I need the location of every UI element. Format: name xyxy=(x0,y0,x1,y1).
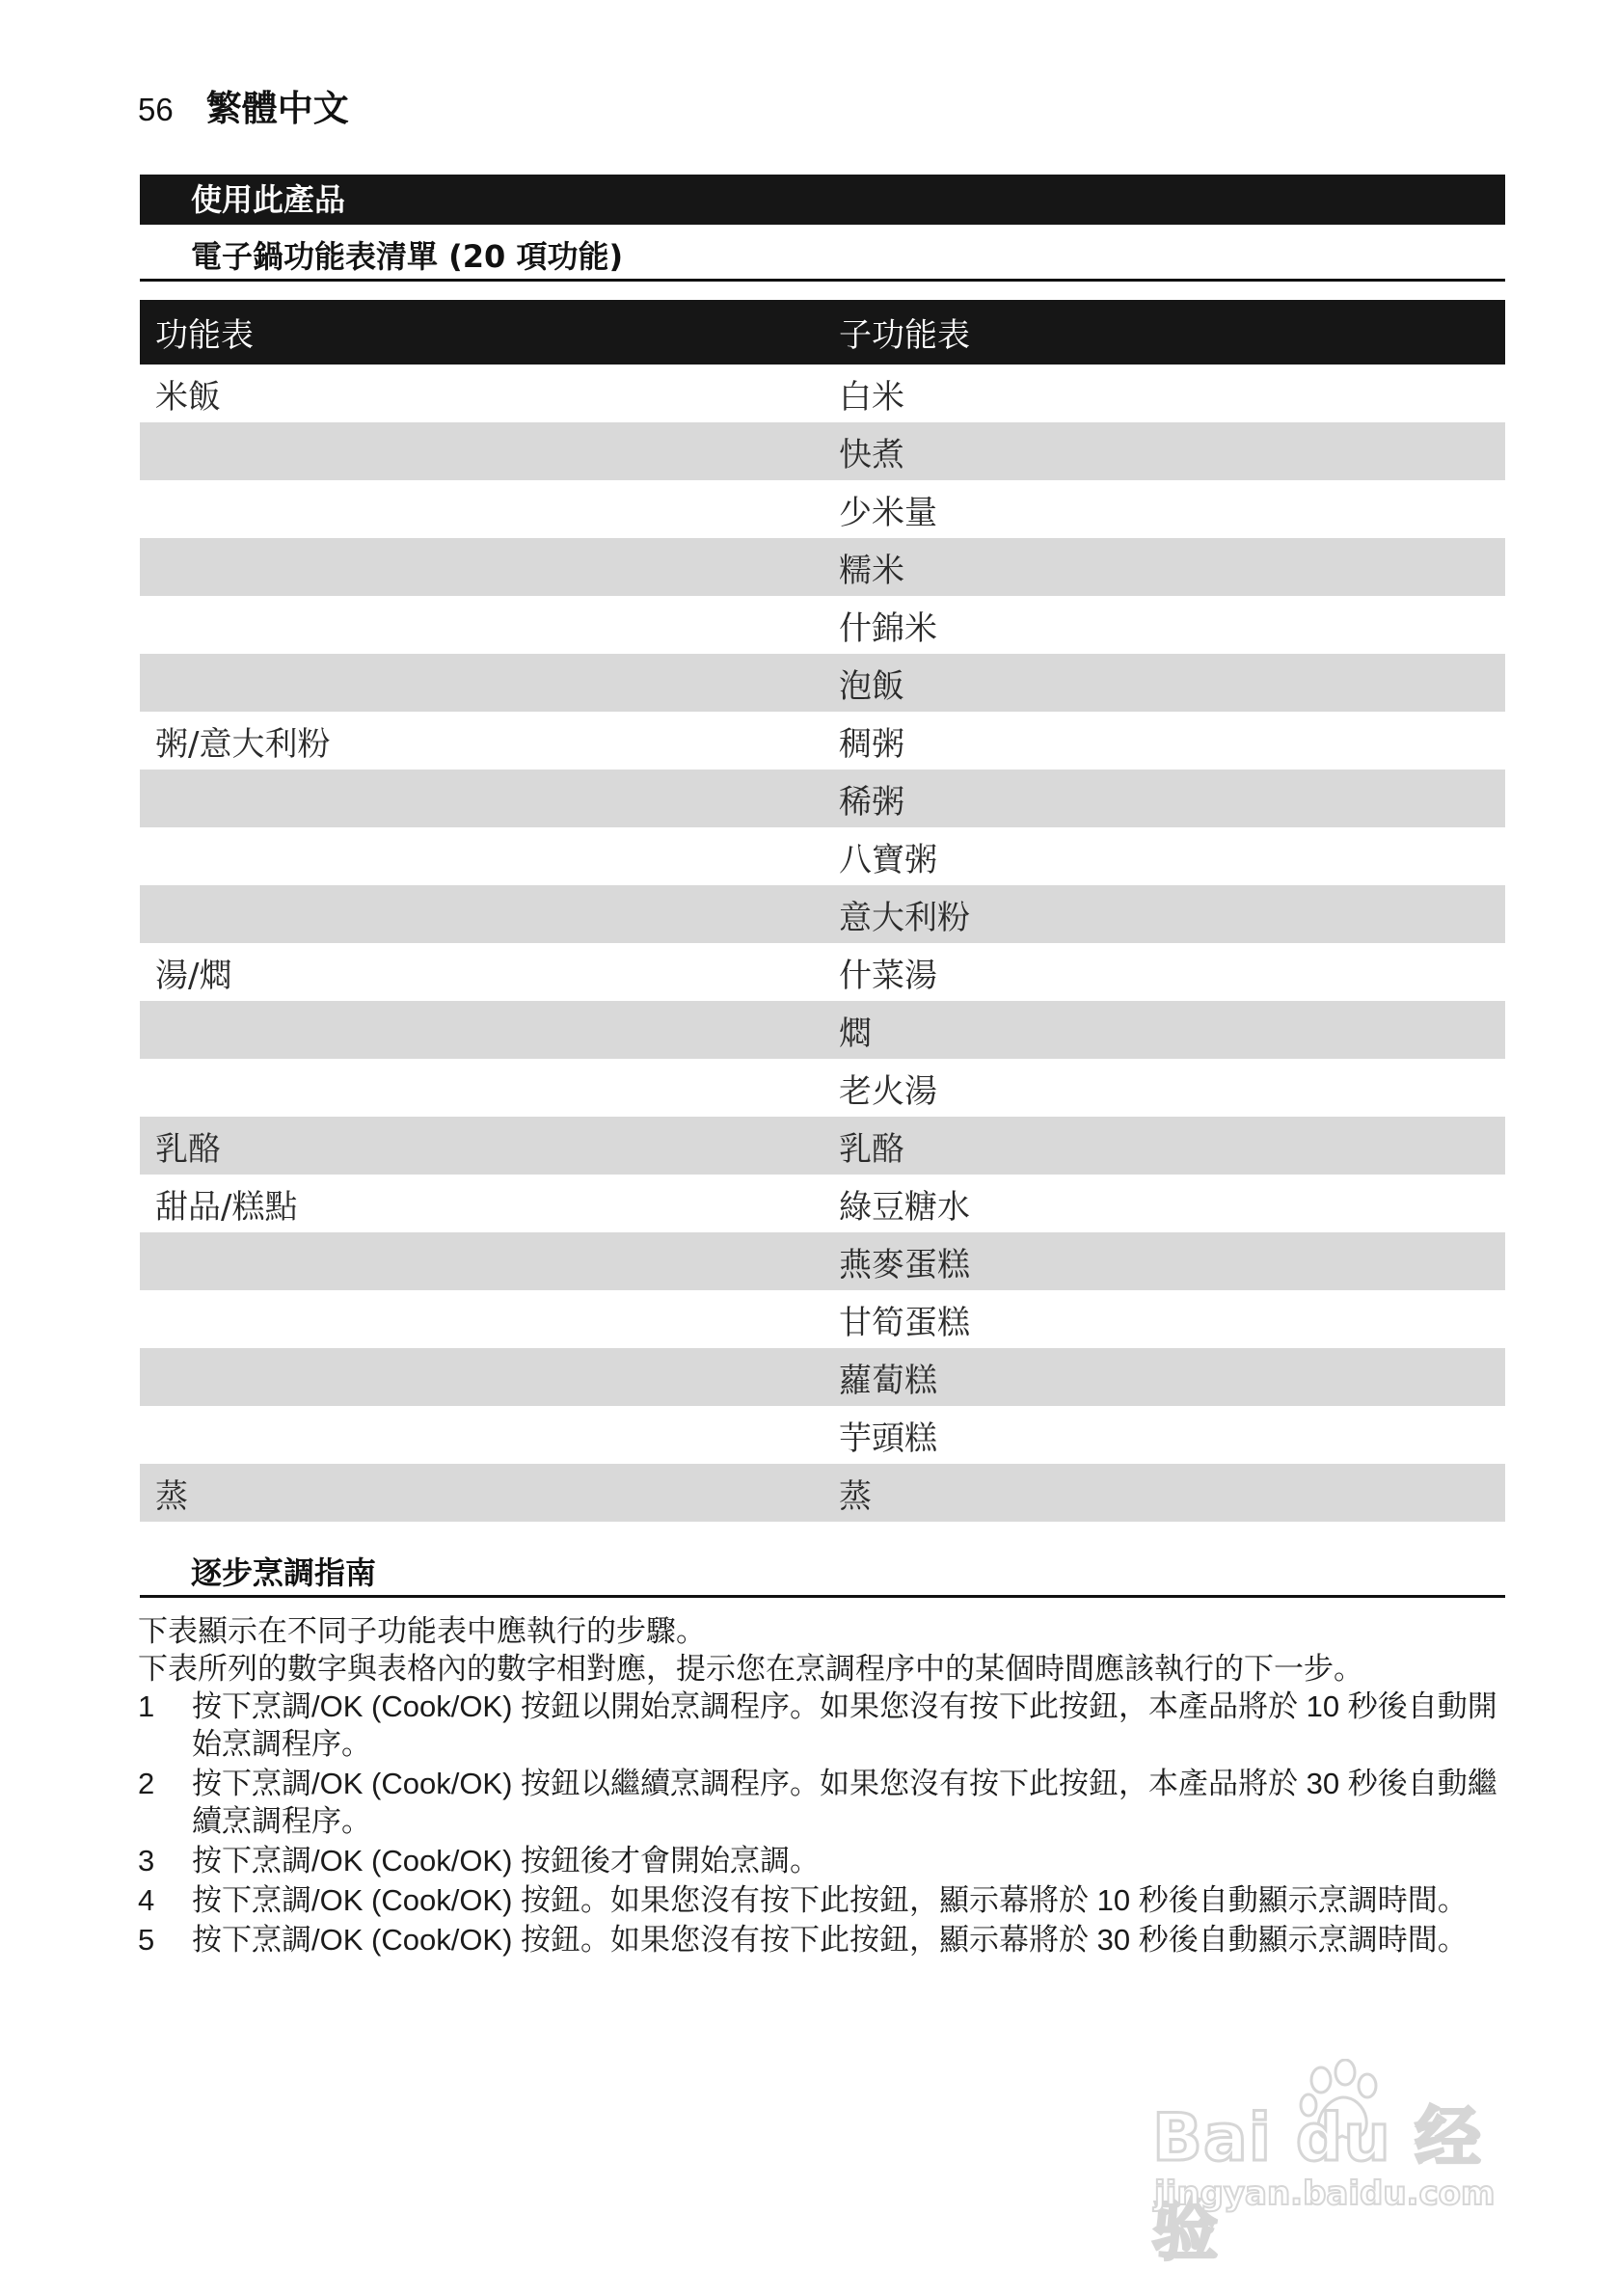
section-title: 使用此產品 xyxy=(140,175,1505,225)
submenu-cell: 什菜湯 xyxy=(839,956,937,995)
table-row xyxy=(140,422,1505,480)
table-row xyxy=(140,654,1505,712)
table-row xyxy=(140,365,1505,422)
menu-cell: 湯/燜 xyxy=(155,956,232,995)
menu-cell: 乳酪 xyxy=(140,1117,823,1175)
submenu-cell: 燕麥蛋糕 xyxy=(823,1232,1505,1290)
step-number: 4 xyxy=(138,1883,155,1917)
menu-cell xyxy=(140,885,823,943)
menu-cell: 甜品/糕點 xyxy=(155,1187,298,1227)
watermark-logo: Bai du 经验 xyxy=(1152,2100,1482,2270)
steps-list xyxy=(138,1688,1505,1958)
menu-cell: 粥/意大利粉 xyxy=(155,724,331,764)
watermark-url: jingyan.baidu.com xyxy=(1154,2174,1496,2213)
table-row xyxy=(140,770,1505,827)
submenu-cell: 乳酪 xyxy=(823,1117,1505,1175)
table-header-row xyxy=(140,300,1505,365)
menu-cell: 蒸 xyxy=(140,1464,823,1522)
menu-cell xyxy=(140,422,823,480)
table-row xyxy=(140,1175,1505,1232)
column-header-submenu: 子功能表 xyxy=(823,300,1505,365)
step-text: 按下烹調/OK (Cook/OK) 按鈕。如果您沒有按下此按鈕，顯示幕將於 10 秒後自動顯示烹調時間。 xyxy=(192,1883,1468,1917)
column-header-menu: 功能表 xyxy=(140,300,823,365)
table-row xyxy=(140,1001,1505,1059)
step-text: 按下烹調/OK (Cook/OK) 按鈕以開始烹調程序。如果您沒有按下此按鈕，本產品將於 10 秒後自動開始烹調程序。 xyxy=(192,1689,1497,1761)
menu-cell xyxy=(140,1232,823,1290)
step-text: 按下烹調/OK (Cook/OK) 按鈕以繼續烹調程序。如果您沒有按下此按鈕，本產品將於 30 秒後自動繼續烹調程序。 xyxy=(192,1767,1497,1838)
submenu-cell: 意大利粉 xyxy=(823,885,1505,943)
guide-heading: 逐步烹調指南 xyxy=(140,1553,1505,1598)
submenu-cell: 稀粥 xyxy=(823,770,1505,827)
table-row xyxy=(140,538,1505,596)
menu-cell xyxy=(140,596,823,654)
step-text: 按下烹調/OK (Cook/OK) 按鈕。如果您沒有按下此按鈕，顯示幕將於 30 秒後自動顯示烹調時間。 xyxy=(192,1923,1468,1957)
page-header xyxy=(138,79,349,131)
submenu-cell: 蘿蔔糕 xyxy=(823,1348,1505,1406)
menu-cell xyxy=(140,1059,823,1117)
submenu-cell: 快煮 xyxy=(823,422,1505,480)
table-row xyxy=(140,596,1505,654)
table-row xyxy=(140,943,1505,1001)
step-item xyxy=(138,1688,1505,1763)
step-item xyxy=(138,1842,1505,1879)
menu-cell xyxy=(140,827,823,885)
table-row xyxy=(140,1464,1505,1522)
menu-cell xyxy=(140,1406,823,1464)
table-row xyxy=(140,1406,1505,1464)
submenu-cell: 蒸 xyxy=(823,1464,1505,1522)
function-table-heading: 電子鍋功能表清單 (20 項功能) xyxy=(140,236,1505,282)
guide-intro-2: 下表所列的數字與表格內的數字相對應，提示您在烹調程序中的某個時間應該執行的下一步。 xyxy=(138,1652,1363,1686)
table-row xyxy=(140,1059,1505,1117)
baidu-watermark xyxy=(1152,2059,1519,2270)
step-item xyxy=(138,1765,1505,1840)
table-row xyxy=(140,1117,1505,1175)
step-number: 5 xyxy=(138,1923,155,1957)
submenu-cell: 什錦米 xyxy=(839,608,937,648)
submenu-cell: 白米 xyxy=(839,377,904,417)
step-number: 1 xyxy=(138,1689,155,1723)
table-row xyxy=(140,1348,1505,1406)
menu-cell xyxy=(140,538,823,596)
table-row xyxy=(140,885,1505,943)
table-row xyxy=(140,827,1505,885)
table-row xyxy=(140,480,1505,538)
submenu-cell: 泡飯 xyxy=(823,654,1505,712)
submenu-cell: 綠豆糖水 xyxy=(839,1187,970,1227)
guide-body xyxy=(138,1612,1505,1960)
page-number: 56 xyxy=(138,92,174,127)
submenu-cell: 稠粥 xyxy=(839,724,904,764)
step-item xyxy=(138,1921,1505,1958)
menu-cell: 米飯 xyxy=(155,377,221,417)
submenu-cell: 芋頭糕 xyxy=(839,1418,937,1458)
step-number: 2 xyxy=(138,1767,155,1800)
language-label: 繁體中文 xyxy=(205,88,349,129)
menu-cell xyxy=(140,1001,823,1059)
submenu-cell: 燜 xyxy=(823,1001,1505,1059)
submenu-cell: 少米量 xyxy=(839,493,937,532)
table-row xyxy=(140,1232,1505,1290)
step-item xyxy=(138,1881,1505,1919)
step-number: 3 xyxy=(138,1844,155,1877)
table-row xyxy=(140,712,1505,770)
step-text: 按下烹調/OK (Cook/OK) 按鈕後才會開始烹調。 xyxy=(192,1844,821,1877)
function-table xyxy=(140,300,1505,1522)
menu-cell xyxy=(140,654,823,712)
guide-intro-1: 下表顯示在不同子功能表中應執行的步驟。 xyxy=(138,1614,706,1648)
submenu-cell: 八寶粥 xyxy=(839,840,937,879)
submenu-cell: 老火湯 xyxy=(839,1071,937,1111)
menu-cell xyxy=(140,480,823,538)
menu-cell xyxy=(140,1290,823,1348)
table-row xyxy=(140,1290,1505,1348)
menu-cell xyxy=(140,1348,823,1406)
menu-cell xyxy=(140,770,823,827)
submenu-cell: 甘筍蛋糕 xyxy=(839,1303,970,1342)
submenu-cell: 糯米 xyxy=(823,538,1505,596)
